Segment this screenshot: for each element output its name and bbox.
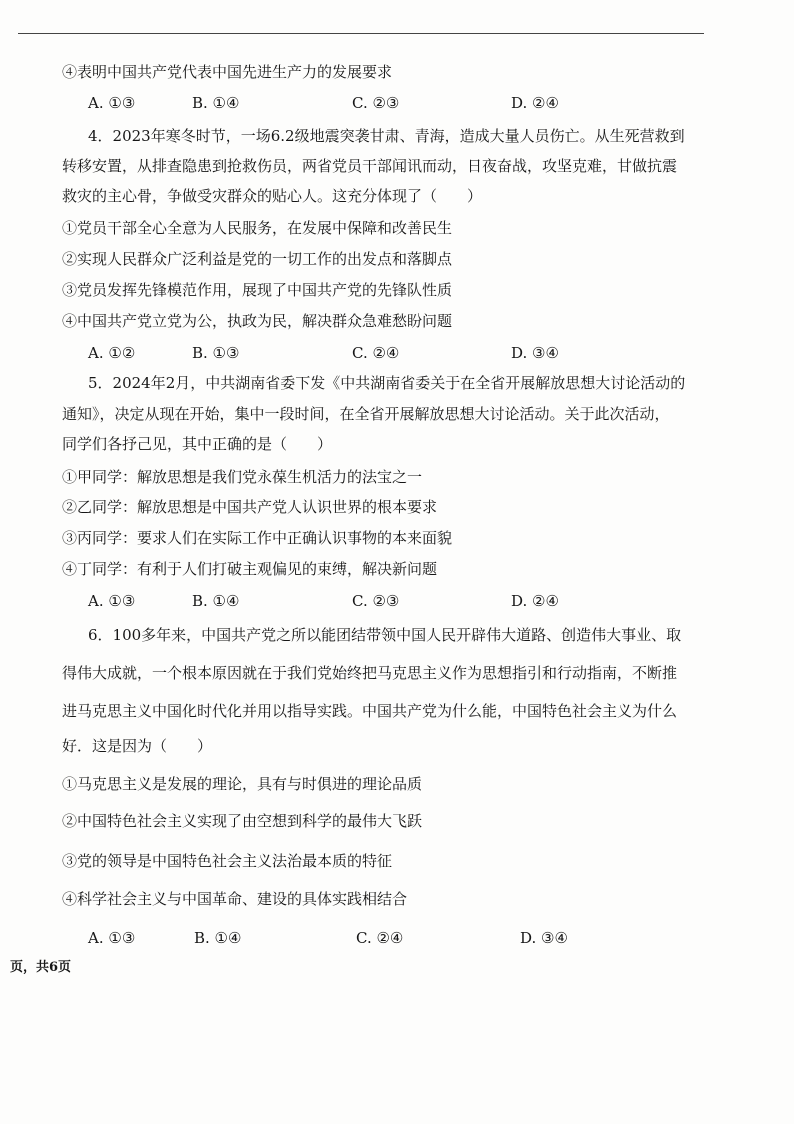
q6-option-a: A. ①③: [88, 929, 136, 947]
q5-option-b: B. ①④: [192, 592, 240, 610]
q6-stem-line-2: 得伟大成就，一个根本原因就在于我们党始终把马克思主义作为思想指引和行动指南，不断推: [62, 664, 678, 682]
q6-stem-line-1: 6．100多年来，中国共产党之所以能团结带领中国人民开辟伟大道路、创造伟大事业、取: [88, 626, 682, 644]
q4-item-1: ①党员干部全心全意为人民服务，在发展中保障和改善民生: [62, 219, 453, 237]
q6-item-4: ④科学社会主义与中国革命、建设的具体实践相结合: [62, 890, 408, 908]
q3-item-4: ④表明中国共产党代表中国先进生产力的发展要求: [62, 63, 393, 81]
q5-option-a: A. ①③: [88, 592, 136, 610]
q5-item-3: ③丙同学：要求人们在实际工作中正确认识事物的本来面貌: [62, 529, 453, 547]
q4-option-a: A. ①②: [88, 344, 136, 362]
q4-item-3: ③党员发挥先锋模范作用，展现了中国共产党的先锋队性质: [62, 281, 453, 299]
q4-item-4: ④中国共产党立党为公，执政为民，解决群众急难愁盼问题: [62, 312, 453, 330]
q6-item-2: ②中国特色社会主义实现了由空想到科学的最伟大飞跃: [62, 812, 423, 830]
q6-option-d: D. ③④: [520, 929, 568, 947]
q6-option-c: C. ②④: [356, 929, 404, 947]
q5-item-2: ②乙同学：解放思想是中国共产党人认识世界的根本要求: [62, 498, 438, 516]
q4-stem-line-3: 救灾的主心骨，争做受灾群众的贴心人。这充分体现了（ ）: [62, 187, 483, 205]
q4-item-2: ②实现人民群众广泛利益是党的一切工作的出发点和落脚点: [62, 250, 453, 268]
q6-item-3: ③党的领导是中国特色社会主义法治最本质的特征: [62, 852, 393, 870]
q3-option-c: C. ②③: [352, 94, 400, 112]
q3-option-d: D. ②④: [511, 94, 559, 112]
q6-option-b: B. ①④: [194, 929, 242, 947]
q5-item-1: ①甲同学：解放思想是我们党永葆生机活力的法宝之一: [62, 468, 423, 486]
q5-option-d: D. ②④: [511, 592, 559, 610]
q4-option-d: D. ③④: [511, 344, 559, 362]
q5-stem-line-1: 5．2024年2月，中共湖南省委下发《中共湖南省委关于在全省开展解放思想大讨论活动的: [88, 374, 686, 392]
page-footer: 页，共6页: [10, 960, 72, 975]
q4-stem-line-1: 4．2023年寒冬时节，一场6.2级地震突袭甘肃、青海，造成大量人员伤亡。从生死营救到: [88, 127, 685, 145]
q3-option-b: B. ①④: [192, 94, 240, 112]
q6-stem-line-4: 好．这是因为（ ）: [62, 737, 213, 755]
q4-option-c: C. ②④: [352, 344, 400, 362]
q5-stem-line-2: 通知》，决定从现在开始，集中一段时间，在全省开展解放思想大讨论活动。关于此次活动，: [62, 405, 670, 423]
q5-option-c: C. ②③: [352, 592, 400, 610]
q4-option-b: B. ①③: [192, 344, 240, 362]
q4-stem-line-2: 转移安置，从排查隐患到抢救伤员，两省党员干部闻讯而动，日夜奋战，攻坚克难，甘做抗震: [62, 157, 678, 175]
q6-item-1: ①马克思主义是发展的理论，具有与时俱进的理论品质: [62, 775, 423, 793]
q5-stem-line-3: 同学们各抒己见，其中正确的是（ ）: [62, 435, 333, 453]
q5-item-4: ④丁同学：有利于人们打破主观偏见的束缚，解决新问题: [62, 560, 438, 578]
q6-stem-line-3: 进马克思主义中国化时代化并用以指导实践。中国共产党为什么能，中国特色社会主义为什么: [62, 702, 678, 720]
q3-option-a: A. ①③: [88, 94, 136, 112]
